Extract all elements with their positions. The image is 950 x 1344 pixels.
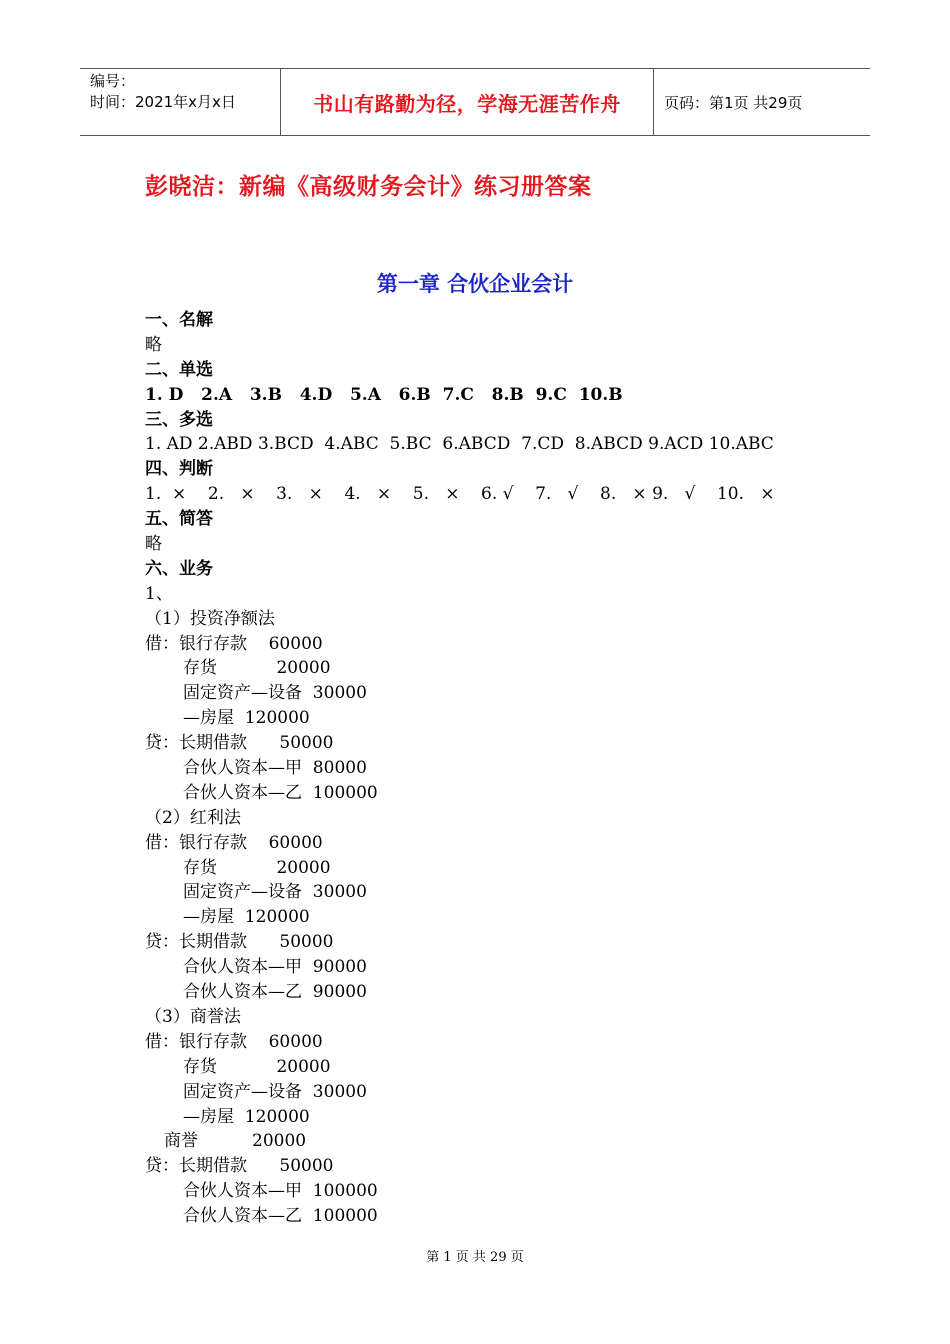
journal-line: 贷：长期借款 50000 bbox=[145, 733, 334, 754]
number-label: 编号： bbox=[90, 72, 136, 90]
journal-line: 存货 20000 bbox=[183, 1056, 331, 1077]
single-choice-answers: 1. D 2.A 3.B 4.D 5.A 6.B 7.C 8.B 9.C 10.B bbox=[145, 384, 623, 405]
header-meta bbox=[80, 69, 281, 135]
journal-line: 固定资产—设备 30000 bbox=[183, 683, 367, 704]
journal-line: 固定资产—设备 30000 bbox=[183, 1081, 367, 1102]
section-heading: 四、判断 bbox=[145, 459, 213, 480]
time-label: 时间：2021年x月x日 bbox=[90, 93, 236, 111]
journal-line: 固定资产—设备 30000 bbox=[183, 882, 367, 903]
journal-line: 借：银行存款 60000 bbox=[145, 633, 323, 654]
header-motto: 书山有路勤为径，学海无涯苦作舟 bbox=[281, 69, 654, 135]
document-body bbox=[145, 308, 845, 1229]
section-heading: 五、简答 bbox=[145, 509, 213, 530]
journal-line: 贷：长期借款 50000 bbox=[145, 932, 334, 953]
multiple-choice-answers: 1. AD 2.ABD 3.BCD 4.ABC 5.BC 6.ABCD 7.CD 8.ABCD 9.ACD 10.ABC bbox=[145, 434, 774, 455]
journal-line: 合伙人资本—乙 100000 bbox=[183, 782, 378, 803]
true-false-answers: 1. × 2. × 3. × 4. × 5. × 6. √ 7. √ 8. × 9. √ 10. × bbox=[145, 484, 775, 505]
section-heading: 二、单选 bbox=[145, 359, 213, 380]
journal-line: 合伙人资本—甲 80000 bbox=[183, 758, 367, 779]
method-title: （2）红利法 bbox=[145, 807, 241, 828]
section-text: 略 bbox=[145, 534, 162, 555]
chapter-heading: 第一章 合伙企业会计 bbox=[376, 272, 574, 296]
journal-line: 存货 20000 bbox=[183, 658, 331, 679]
journal-line: 合伙人资本—乙 90000 bbox=[183, 982, 367, 1003]
journal-line: 合伙人资本—甲 100000 bbox=[183, 1181, 378, 1202]
journal-line: 合伙人资本—乙 100000 bbox=[183, 1206, 378, 1227]
method-title: （1）投资净额法 bbox=[145, 608, 275, 629]
journal-line: 贷：长期借款 50000 bbox=[145, 1156, 334, 1177]
journal-line: 存货 20000 bbox=[183, 857, 331, 878]
journal-line: 商誉 20000 bbox=[164, 1131, 307, 1152]
method-title: （3）商誉法 bbox=[145, 1006, 241, 1027]
journal-line: —房屋 120000 bbox=[183, 708, 310, 729]
exercise-number: 1、 bbox=[145, 583, 173, 604]
journal-line: 借：银行存款 60000 bbox=[145, 832, 323, 853]
header-table bbox=[80, 68, 870, 136]
section-heading: 一、名解 bbox=[145, 310, 213, 330]
journal-line: 借：银行存款 60000 bbox=[145, 1031, 323, 1052]
journal-line: —房屋 120000 bbox=[183, 907, 310, 928]
journal-line: 合伙人资本—甲 90000 bbox=[183, 957, 367, 978]
page-footer: 第 1 页 共 29 页 bbox=[426, 1250, 524, 1265]
journal-line: —房屋 120000 bbox=[183, 1106, 310, 1127]
document-title: 彭晓洁：新编《高级财务会计》练习册答案 bbox=[145, 174, 592, 200]
section-heading: 三、多选 bbox=[145, 409, 213, 430]
header-page-info: 页码：第1页 共29页 bbox=[664, 93, 803, 112]
section-heading: 六、业务 bbox=[145, 558, 213, 579]
section-text: 略 bbox=[145, 334, 162, 355]
